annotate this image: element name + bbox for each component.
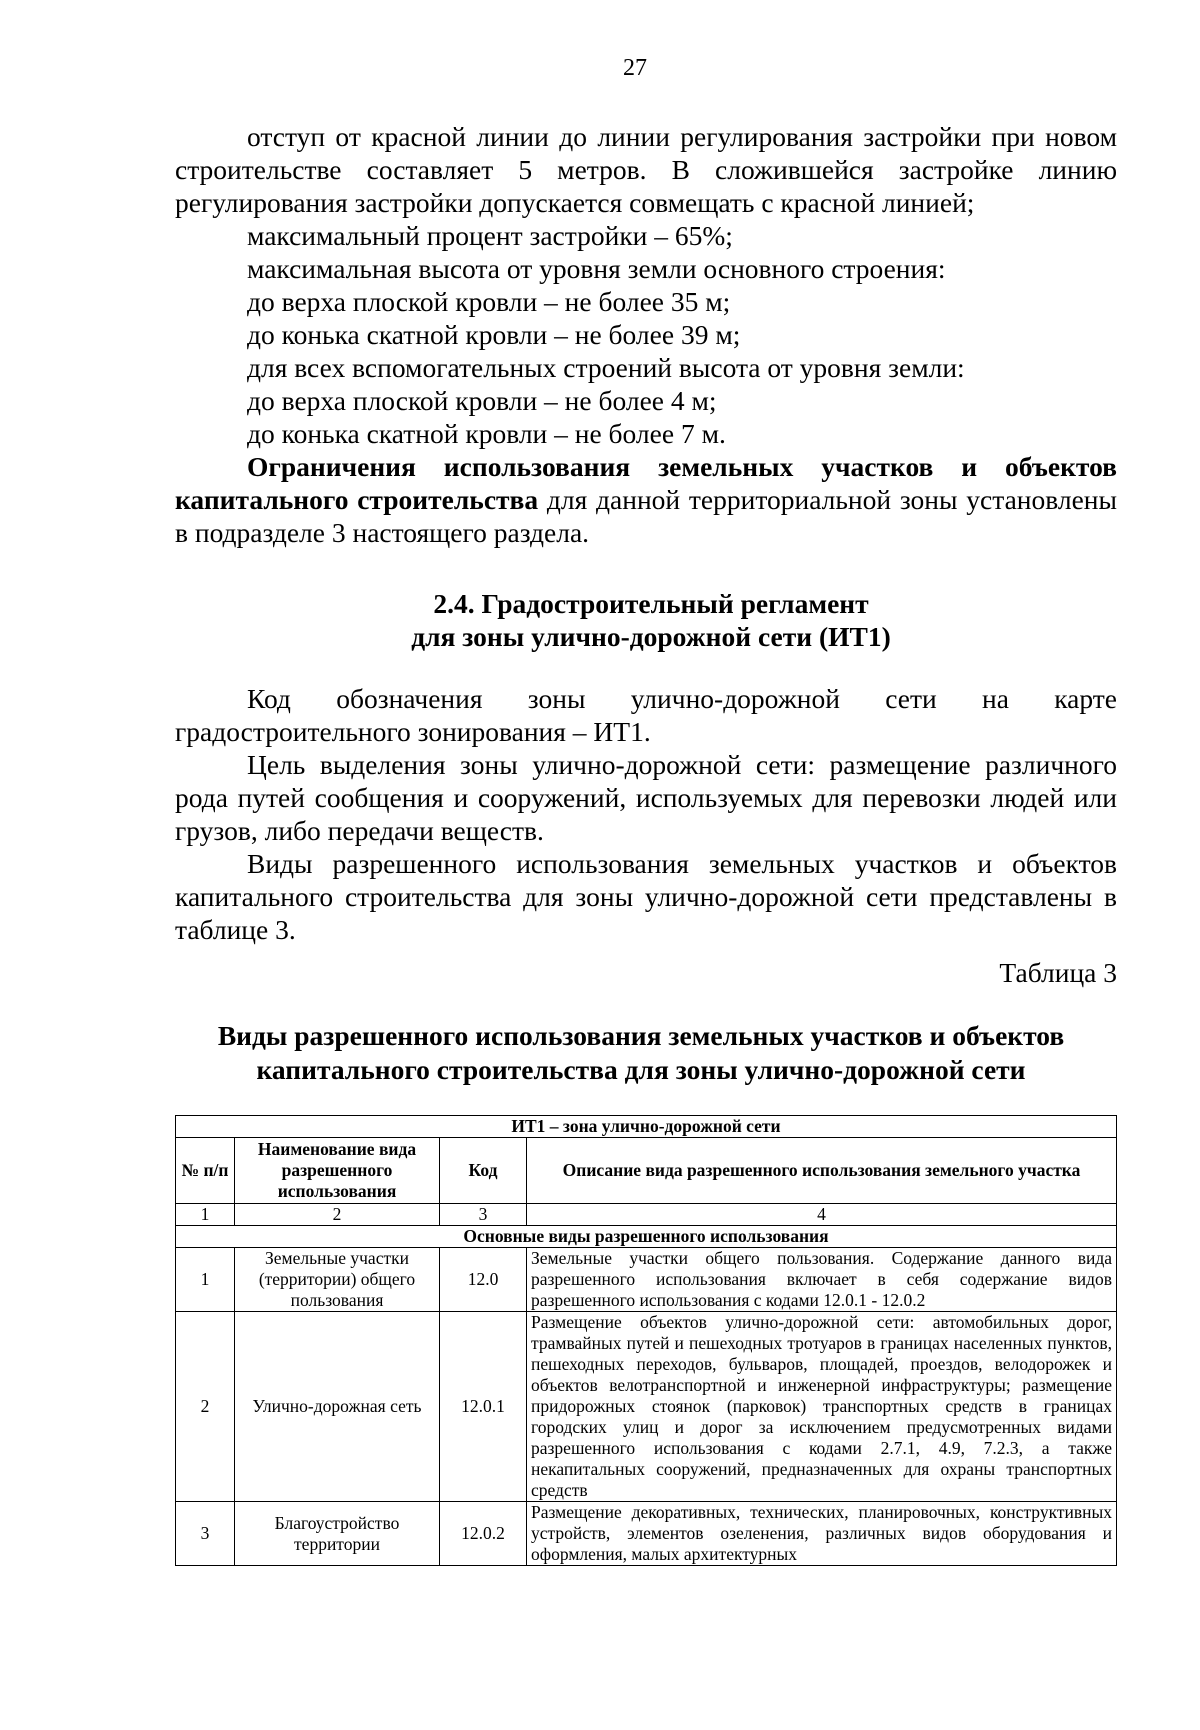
row-description: Земельные участки общего пользования. Содержание данного вида разрешенного использования включает в себя содержание видов разрешенного использования с кодами 12.0.1 - 12.0.2 xyxy=(527,1248,1117,1312)
list-line: максимальный процент застройки – 65%; xyxy=(247,220,733,251)
row-number: 2 xyxy=(176,1312,235,1502)
column-header-row xyxy=(176,1138,1117,1204)
page-content xyxy=(175,120,1117,1566)
row-name: Земельные участки (территории) общего пользования xyxy=(235,1248,440,1312)
row-name: Благоустройство территории xyxy=(235,1502,440,1566)
table-title xyxy=(155,1019,1127,1087)
section-title-line: для зоны улично-дорожной сети (ИТ1) xyxy=(411,621,891,652)
group-header-row xyxy=(176,1226,1117,1248)
header-name: Наименование вида разрешенного использования xyxy=(235,1138,440,1204)
table-caption: Таблица 3 xyxy=(999,957,1117,988)
row-number: 3 xyxy=(176,1502,235,1566)
restrictions-paragraph xyxy=(175,450,1117,549)
section-title-line: 2.4. Градостроительный регламент xyxy=(433,588,869,619)
column-number-row xyxy=(176,1204,1117,1226)
page-number: 27 xyxy=(623,55,647,81)
header-description: Описание вида разрешенного использования земельного участка xyxy=(527,1138,1117,1204)
list-line: до верха плоской кровли – не более 4 м; xyxy=(247,385,717,416)
row-code: 12.0 xyxy=(440,1248,527,1312)
row-number: 1 xyxy=(176,1248,235,1312)
table-row xyxy=(176,1248,1117,1312)
zone-purpose-paragraph: Цель выделения зоны улично-дорожной сети: размещение различного рода путей сообщения и сооружений, используемых для перевозки людей или грузов, либо передачи веществ. xyxy=(175,749,1117,846)
row-code: 12.0.2 xyxy=(440,1502,527,1566)
row-description: Размещение декоративных, технических, планировочных, конструктивных устройств, элементов озеленения, различных видов оборудования и оформления, малых архитектурных xyxy=(527,1502,1117,1566)
list-line: до конька скатной кровли – не более 39 м; xyxy=(247,319,741,350)
list-line: для всех вспомогательных строений высота от уровня земли: xyxy=(247,352,965,383)
list-line: до конька скатной кровли – не более 7 м. xyxy=(247,418,726,449)
height-limits-list xyxy=(175,219,1117,450)
restrictions-rest: для данной территориальной зоны установлены в подразделе 3 настоящего раздела. xyxy=(175,484,1117,548)
table-title-line: капитального строительства для зоны улично-дорожной сети xyxy=(256,1054,1026,1085)
column-number: 1 xyxy=(176,1204,235,1226)
zone-code-paragraph: Код обозначения зоны улично-дорожной сети на карте градостроительного зонирования – ИТ1. xyxy=(175,683,1117,747)
group-header: Основные виды разрешенного использования xyxy=(176,1226,1117,1248)
table-title-line: Виды разрешенного использования земельных участков и объектов xyxy=(217,1020,1065,1051)
row-description: Размещение объектов улично-дорожной сети: автомобильных дорог, трамвайных путей и пешеходных тротуаров в границах населенных пунктов, пешеходных переходов, бульваров, площадей, проездов, велодорожек и объектов велотранспортной и инженерной инфраструктуры; размещение придорожных стоянок (парковок) транспортных средств в границах городских улиц и дорог за исключением предусмотренных видами разрешенного использования с кодами 2.7.1, 4.9, 7.2.3, а также некапитальных сооружений, предназначенных для охраны транспортных средств xyxy=(527,1312,1117,1502)
row-name: Улично-дорожная сеть xyxy=(235,1312,440,1502)
section-title xyxy=(175,587,1117,653)
list-line: максимальная высота от уровня земли основного строения: xyxy=(247,253,946,284)
table-row xyxy=(176,1312,1117,1502)
column-number: 3 xyxy=(440,1204,527,1226)
zone-header: ИТ1 – зона улично-дорожной сети xyxy=(176,1116,1117,1138)
table-row xyxy=(176,1502,1117,1566)
column-number: 4 xyxy=(527,1204,1117,1226)
zone-uses-paragraph: Виды разрешенного использования земельных участков и объектов капитального строительства для зоны улично-дорожной сети представлены в таблице 3. xyxy=(175,848,1117,945)
list-line: до верха плоской кровли – не более 35 м; xyxy=(247,286,731,317)
restrictions-bold: Ограничения использования земельных участков и объектов капитального строительства xyxy=(175,451,1117,515)
permitted-uses-table xyxy=(175,1115,1117,1566)
continued-paragraph: отступ от красной линии до линии регулирования застройки при новом строительстве составляет 5 метров. В сложившейся застройке линию регулирования застройки допускается совмещать с красной линией; xyxy=(175,121,1117,218)
column-number: 2 xyxy=(235,1204,440,1226)
header-number: № п/п xyxy=(176,1138,235,1204)
row-code: 12.0.1 xyxy=(440,1312,527,1502)
zone-header-row xyxy=(176,1116,1117,1138)
header-code: Код xyxy=(440,1138,527,1204)
